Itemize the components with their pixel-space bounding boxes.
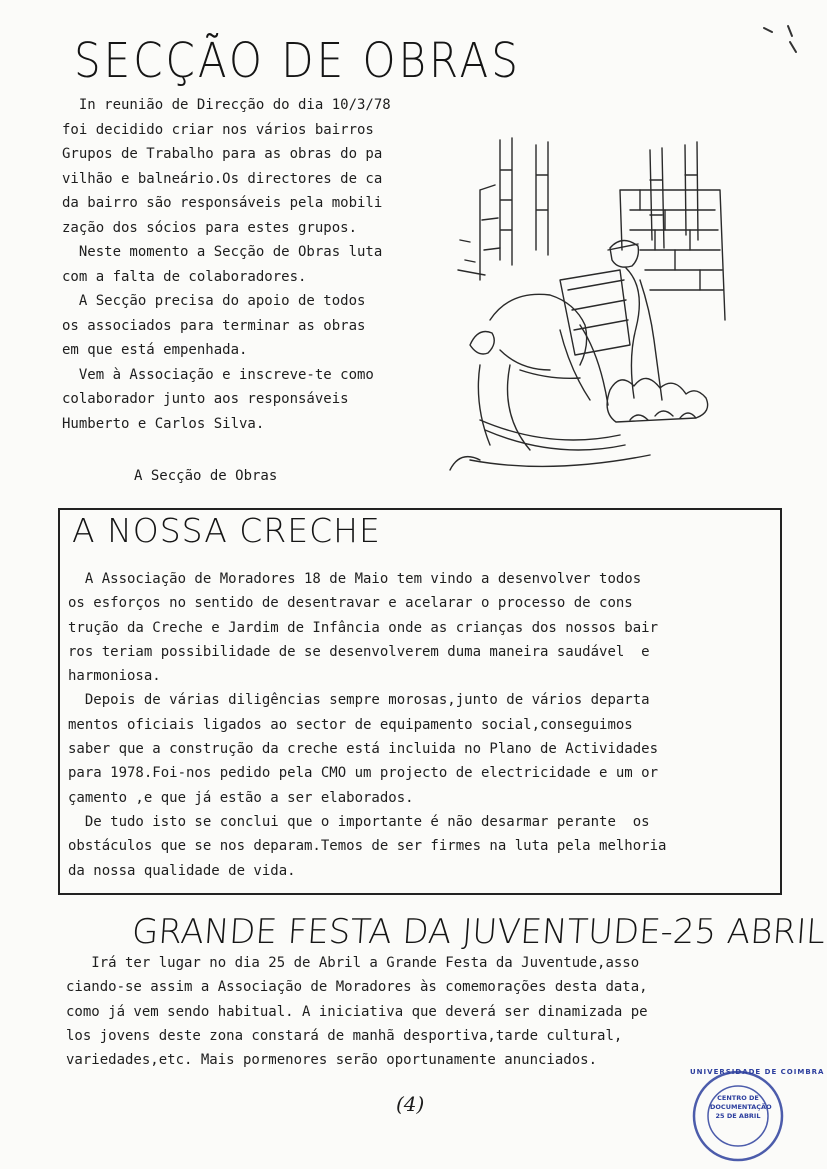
text-line: ciando-se assim a Associação de Moradores às comemorações desta data, <box>66 979 648 996</box>
stamp-line: CENTRO DE <box>717 1094 759 1102</box>
text-line: A Secção precisa do apoio de todos <box>62 293 366 309</box>
text-line: com a falta de colaboradores. <box>62 268 307 285</box>
text-line: os esforços no sentido de desentravar e acelarar o processo de cons <box>68 595 633 612</box>
obras-signature: A Secção de Obras <box>134 468 278 484</box>
text-line: obstáculos que se nos deparam.Temos de ser firmes na luta pela melhoria <box>68 838 667 855</box>
text-line: Grupos de Trabalho para as obras do pa <box>62 146 383 162</box>
text-line: trução da Creche e Jardim de Infância onde as crianças dos nossos bair <box>68 619 659 636</box>
text-line: In reunião de Direcção do dia 10/3/78 <box>62 97 391 113</box>
text-line: çamento ,e que já estão a ser elaborados. <box>68 789 414 806</box>
staple-mark-icon <box>760 22 810 56</box>
text-line: colaborador junto aos responsáveis <box>62 391 349 407</box>
text-line: Irá ter lugar no dia 25 de Abril a Grande Festa da Juventude,asso <box>66 955 640 971</box>
stamp-line: DOCUMENTAÇÃO <box>710 1103 772 1111</box>
festa-body <box>66 951 648 1072</box>
text-line: em que está empenhada. <box>62 342 248 358</box>
construction-worker-drawing-icon <box>440 130 740 480</box>
text-line: saber que a construção da creche está incluida no Plano de Actividades <box>68 741 659 758</box>
text-line: A Associação de Moradores 18 de Maio tem vindo a desenvolver todos <box>68 571 642 587</box>
festa-section-title: GRANDE FESTA DA JUVENTUDE-25 ABRIL <box>130 912 827 952</box>
text-line: foi decidido criar nos vários bairros <box>62 121 374 138</box>
text-line: los jovens deste zona constará de manhã desportiva,tarde cultural, <box>66 1027 623 1044</box>
text-line: da bairro são responsáveis pela mobili <box>62 195 383 211</box>
page-number: (4) <box>396 1092 425 1116</box>
obras-body <box>62 93 391 436</box>
creche-section-title: A NOSSA CRECHE <box>72 511 381 550</box>
text-line: De tudo isto se conclui que o importante é não desarmar perante os <box>68 813 650 830</box>
text-line: harmoniosa. <box>68 668 161 685</box>
stamp-center-text <box>710 1094 772 1121</box>
text-line: da nossa qualidade de vida. <box>68 862 296 879</box>
stamp-line: 25 DE ABRIL <box>715 1112 761 1120</box>
text-line: Vem à Associação e inscreve-te como <box>62 366 374 383</box>
text-line: os associados para terminar as obras <box>62 317 366 334</box>
creche-body <box>68 567 666 883</box>
text-line: como já vem sendo habitual. A iniciativa que deverá ser dinamizada pe <box>66 1003 648 1020</box>
text-line: vilhão e balneário.Os directores de ca <box>62 170 383 187</box>
text-line: mentos oficiais ligados ao sector de equipamento social,conseguimos <box>68 716 633 733</box>
text-line: zação dos sócios para estes grupos. <box>62 219 358 236</box>
text-line: ros teriam possibilidade de se desenvolverem duma maneira saudável e <box>68 643 650 660</box>
text-line: Humberto e Carlos Silva. <box>62 415 265 432</box>
text-line: Depois de várias diligências sempre morosas,junto de vários departa <box>68 692 650 709</box>
stamp-ring-text: UNIVERSIDADE DE COIMBRA <box>690 1068 825 1076</box>
text-line: Neste momento a Secção de Obras luta <box>62 244 383 260</box>
obras-section-title: SECÇÃO DE OBRAS <box>74 32 521 89</box>
text-line: variedades,etc. Mais pormenores serão oportunamente anunciados. <box>66 1052 598 1069</box>
text-line: para 1978.Foi-nos pedido pela CMO um projecto de electricidade e um or <box>68 765 659 782</box>
